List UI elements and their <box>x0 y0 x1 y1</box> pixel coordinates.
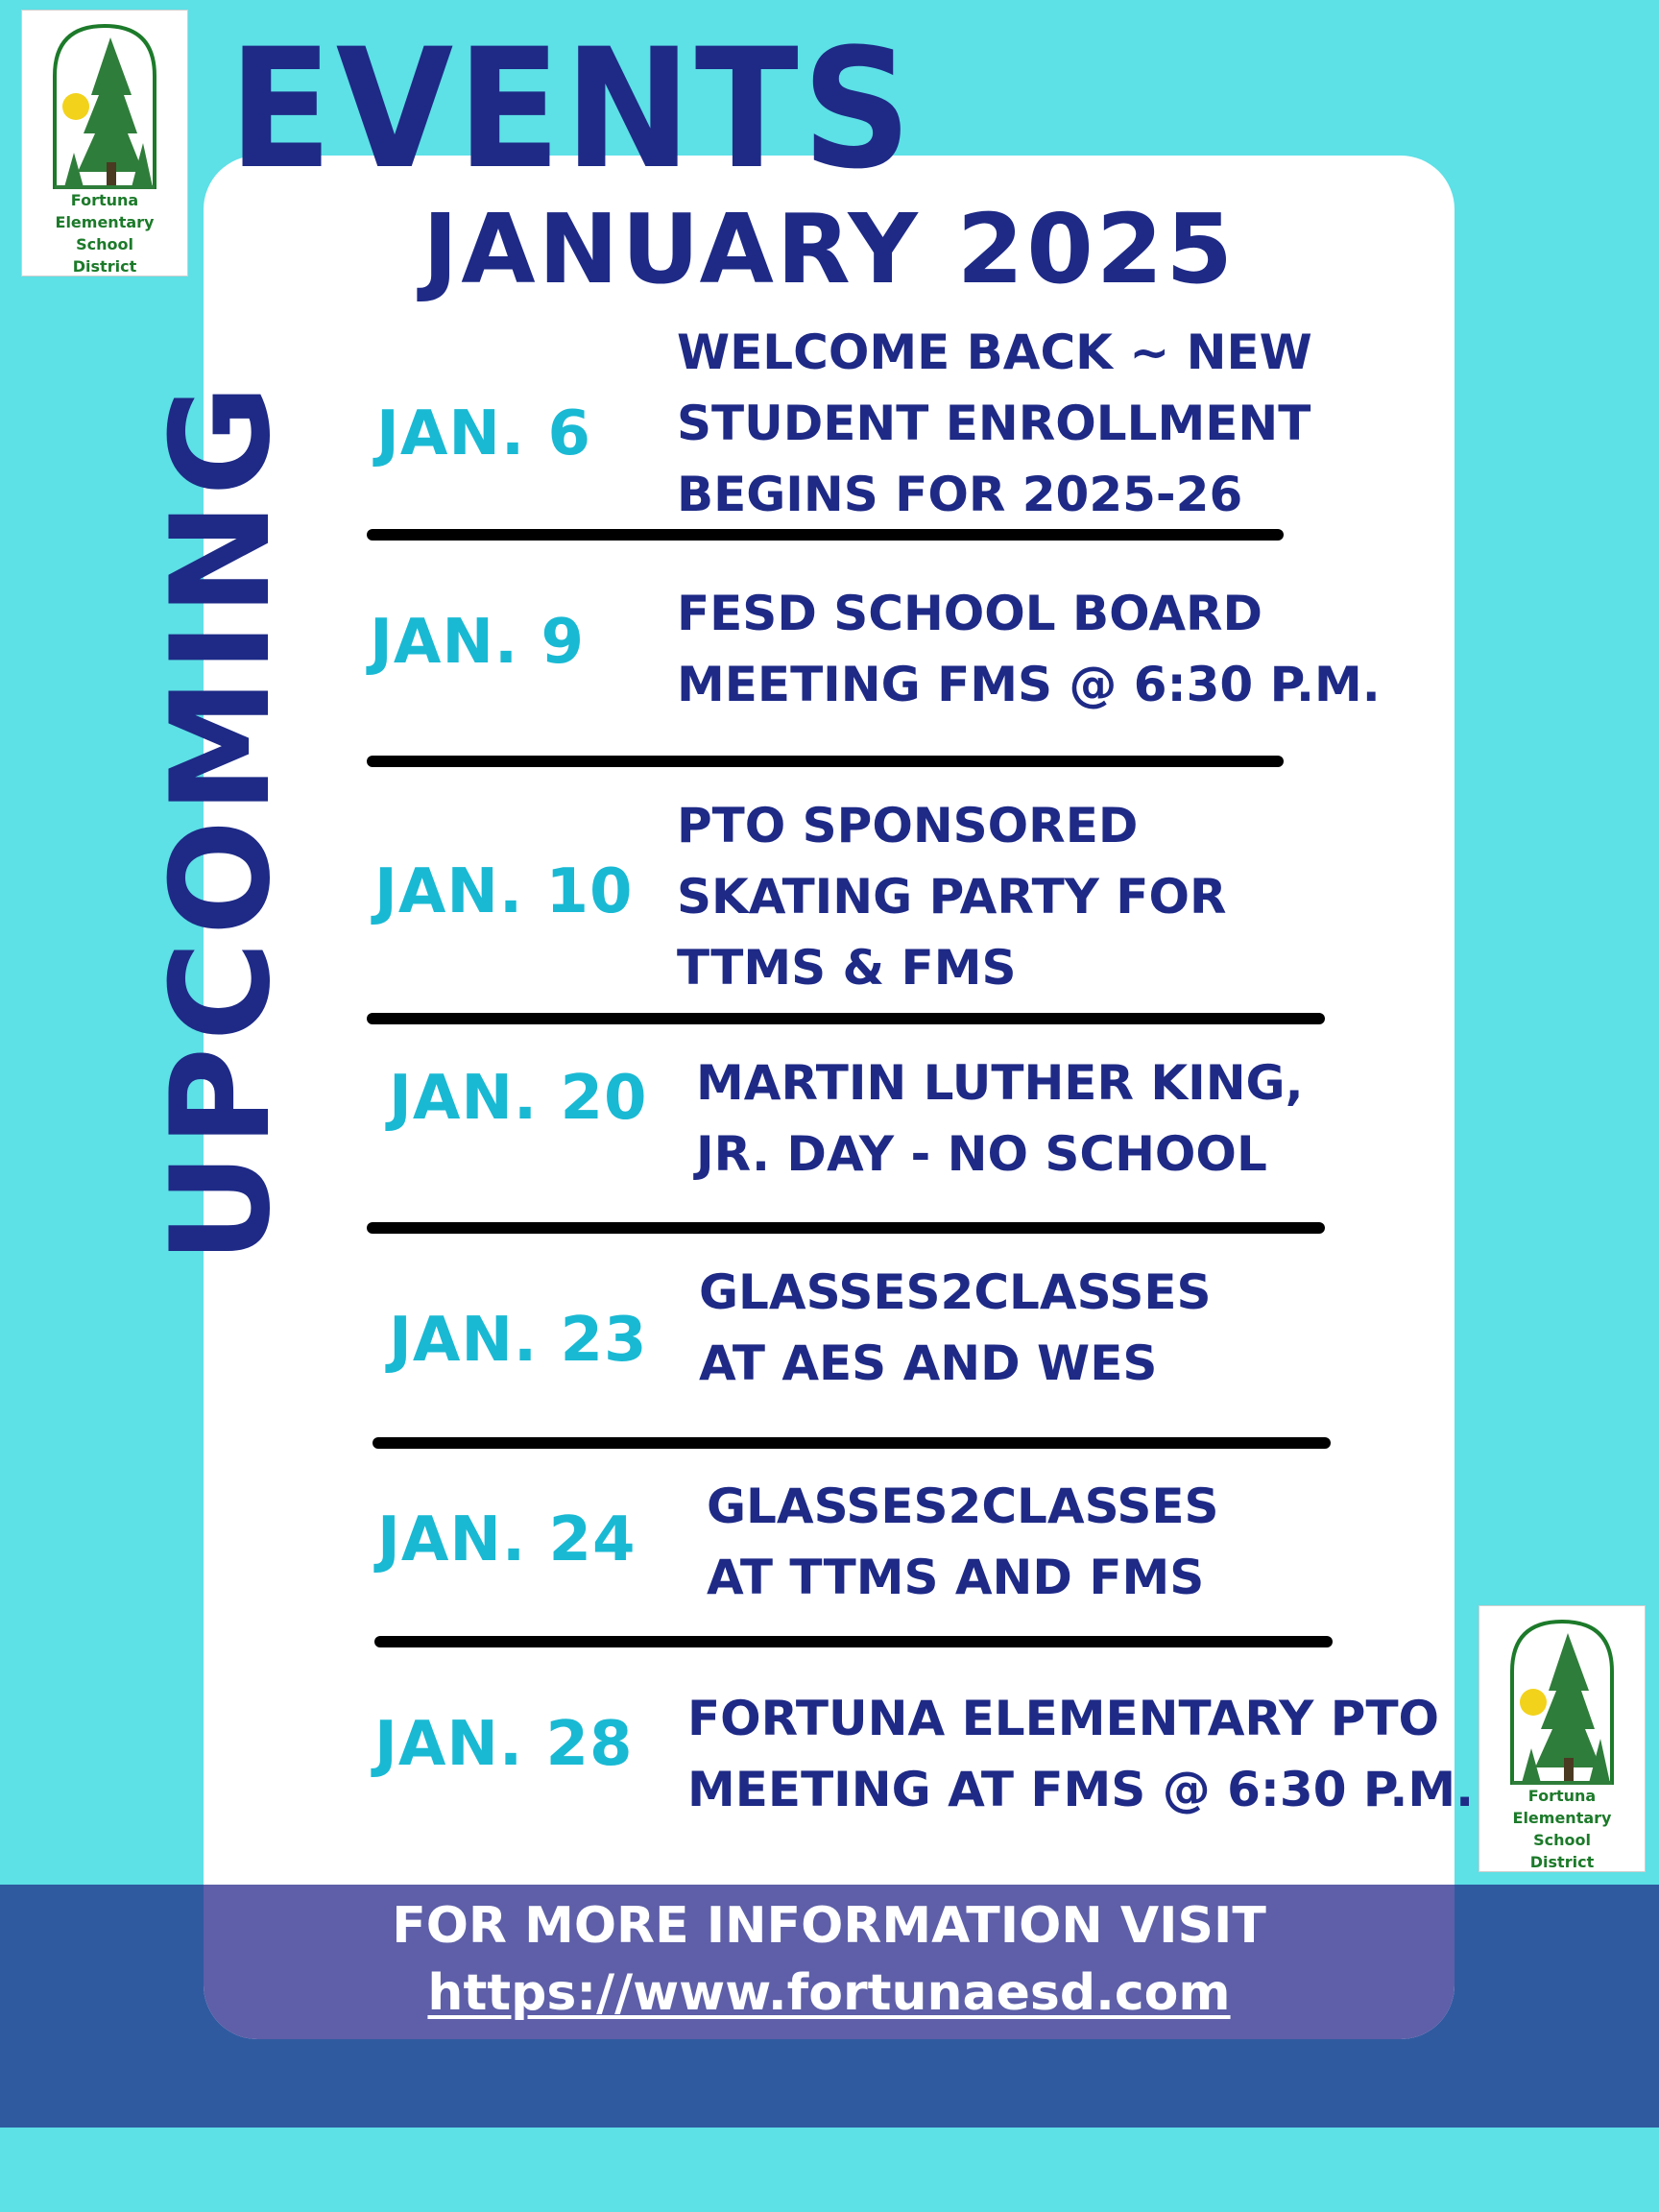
divider-rule <box>367 1013 1325 1024</box>
event-description: GLASSES2CLASSES AT AES AND WES <box>699 1264 1212 1391</box>
event-date: JAN. 9 <box>370 607 586 678</box>
event-date: JAN. 6 <box>376 398 592 469</box>
event-description: WELCOME BACK ~ NEW STUDENT ENROLLMENT BEGINS FOR 2025-26 <box>677 325 1312 522</box>
events-heading: EVENTS <box>228 12 916 205</box>
district-logo <box>1479 1605 1646 1872</box>
event-description: MARTIN LUTHER KING, JR. DAY - NO SCHOOL <box>696 1055 1304 1182</box>
tree-logo-icon <box>36 18 174 191</box>
event-description: GLASSES2CLASSES AT TTMS AND FMS <box>707 1479 1219 1605</box>
upcoming-vertical-heading: UPCOMING <box>142 378 301 1263</box>
logo-caption: Fortuna Elementary School District <box>1512 1787 1612 1871</box>
divider-rule <box>367 1222 1325 1234</box>
event-date: JAN. 10 <box>374 856 634 927</box>
footer-website-link[interactable]: https://www.fortunaesd.com <box>427 1964 1231 2022</box>
divider-rule <box>374 1636 1333 1647</box>
logo-caption: Fortuna Elementary School District <box>55 191 155 276</box>
divider-rule <box>367 529 1284 541</box>
footer-info-text: FOR MORE INFORMATION VISIT <box>392 1897 1266 1955</box>
month-heading: JANUARY 2025 <box>422 193 1236 305</box>
event-date: JAN. 20 <box>389 1063 648 1134</box>
tree-logo-icon <box>1493 1614 1631 1787</box>
event-description: FORTUNA ELEMENTARY PTO MEETING AT FMS @ 6:30 P.M. <box>687 1691 1475 1817</box>
district-logo <box>21 10 188 276</box>
event-date: JAN. 24 <box>377 1504 637 1575</box>
event-description: PTO SPONSORED SKATING PARTY FOR TTMS & FMS <box>677 798 1227 996</box>
event-description: FESD SCHOOL BOARD MEETING FMS @ 6:30 P.M. <box>677 586 1381 712</box>
divider-rule <box>367 756 1284 767</box>
event-date: JAN. 23 <box>389 1305 648 1376</box>
divider-rule <box>373 1437 1331 1449</box>
event-date: JAN. 28 <box>374 1709 634 1780</box>
